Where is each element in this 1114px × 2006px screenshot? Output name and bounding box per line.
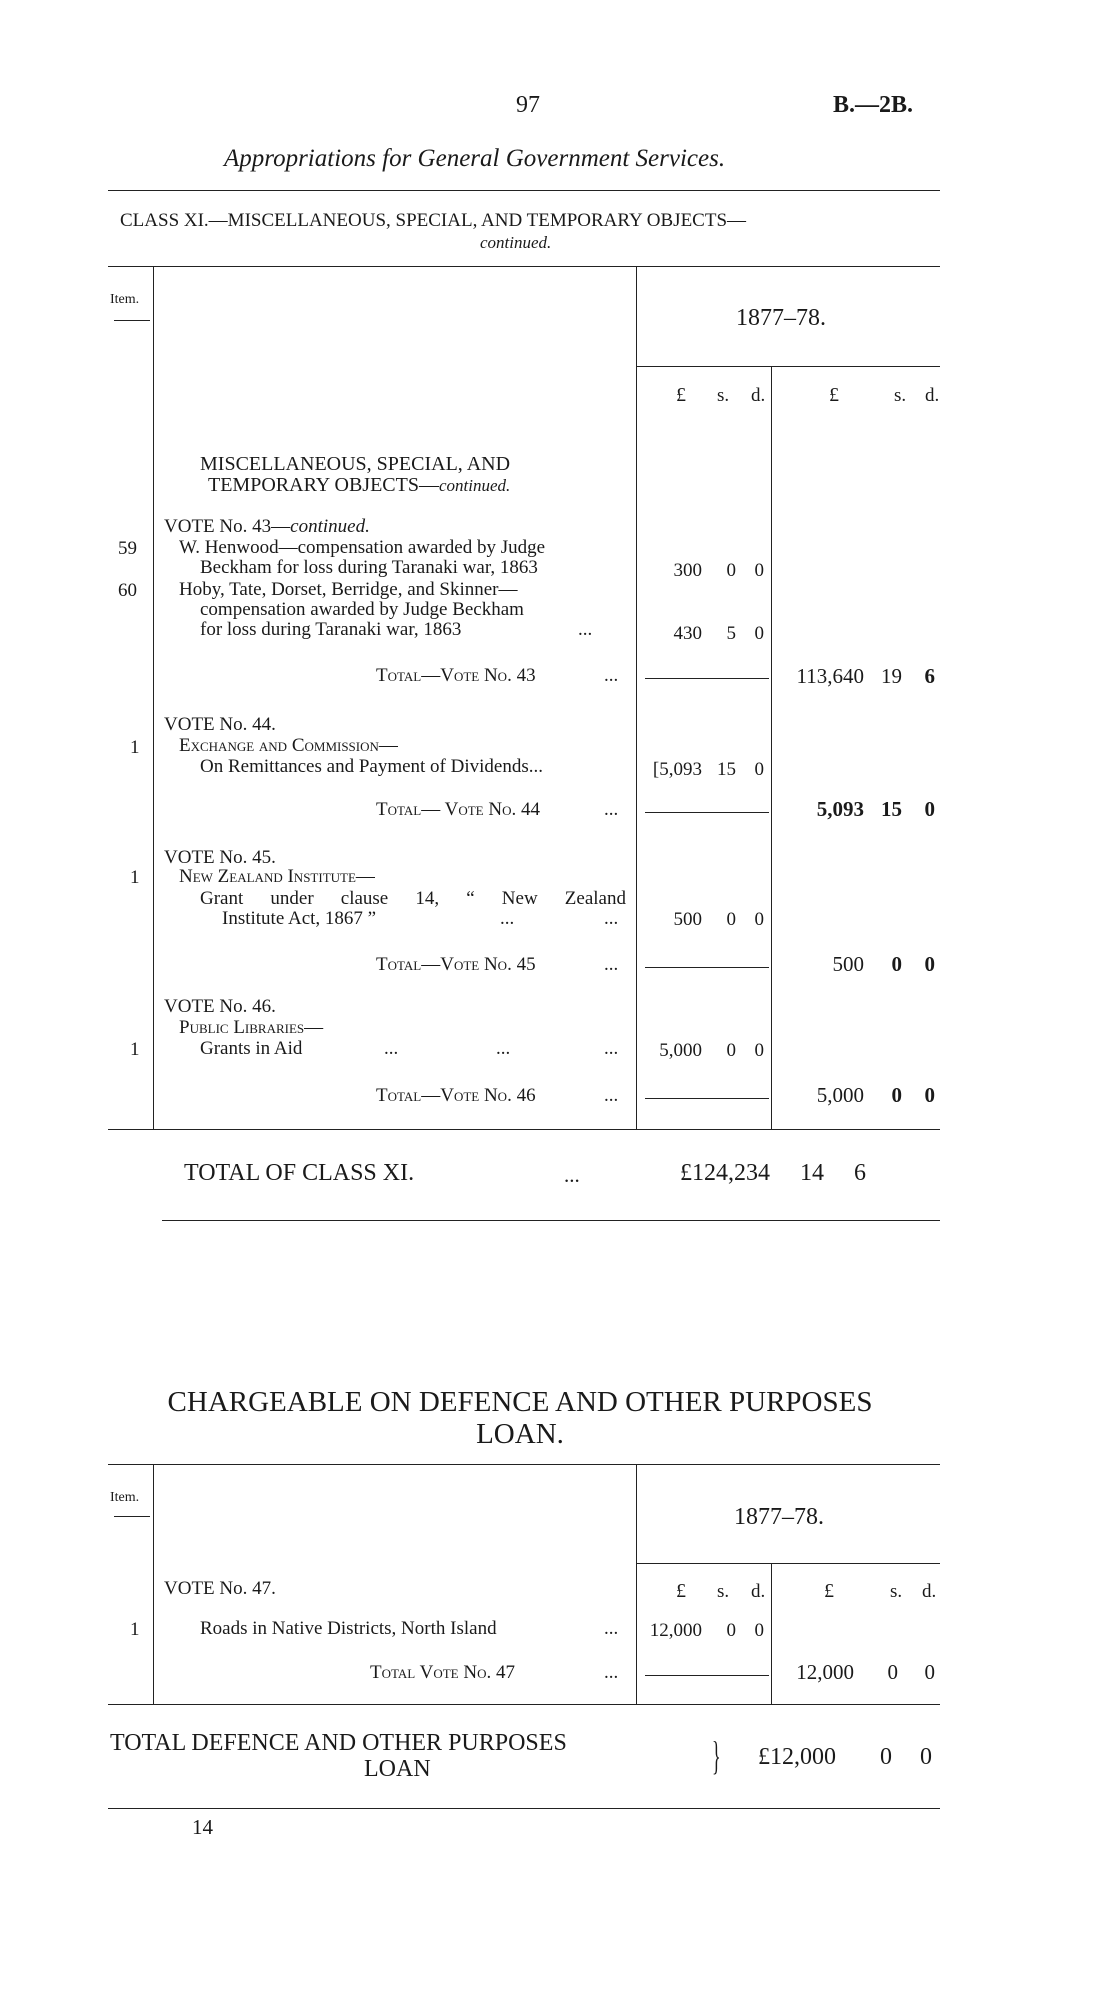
vote-heading-continued: continued. [290,516,370,537]
table-bottom-rule [108,1129,940,1130]
leader-dots: ... [496,1038,511,1059]
item-column-rule [153,1464,154,1704]
amount-pounds: 300 [673,560,702,581]
amount-pence: 0 [754,909,764,930]
shilling-column-label: s. [717,385,730,406]
rule [108,1808,940,1809]
year-header: 1877–78. [736,305,826,331]
item-header-underline [114,1516,150,1517]
subtotal-rule [645,1098,769,1099]
amount-pence: 0 [754,759,764,780]
total-pence: 0 [924,952,935,976]
amount-shillings: 15 [717,759,736,780]
item-number: 59 [118,538,137,559]
loan-total-pence: 0 [920,1744,932,1770]
total-shillings: 0 [891,1083,902,1107]
item-number: 1 [130,867,140,888]
section-title: CHARGEABLE ON DEFENCE AND OTHER PURPOSES [167,1386,873,1418]
shilling-column-label: s. [894,385,907,406]
amount-pence: 0 [754,1040,764,1061]
amount-column-rule [636,266,637,1129]
item-description: Hoby, Tate, Dorset, Berridge, and Skinner— [179,579,518,600]
shilling-column-label: s. [717,1581,730,1602]
leader-dots: ... [604,799,619,820]
pound-column-label: £ [829,384,839,406]
item-description: Roads in Native Districts, North Island [200,1618,497,1639]
amount-shillings: 0 [726,560,736,581]
total-pounds: 5,000 [816,1083,864,1107]
amount-pence: 0 [754,560,764,581]
total-shillings: 19 [881,664,902,688]
total-pounds: 500 [832,952,864,976]
amount-pence: 0 [754,1620,764,1641]
item-subhead: Exchange and Commission— [179,735,398,756]
section-title: LOAN. [476,1418,564,1450]
amount-pence: 0 [754,623,764,644]
leader-dots: ... [578,619,593,640]
total-pence: 6 [924,664,935,688]
group-title: MISCELLANEOUS, SPECIAL, AND [200,453,511,475]
leader-dots: ... [604,908,619,929]
total-shillings: 0 [891,952,902,976]
pound-column-label: £ [676,1580,686,1602]
item-description: On Remittances and Payment of Dividends... [200,756,543,777]
total-shillings: 0 [887,1660,898,1684]
amount-shillings: 5 [726,623,736,644]
class-title-continued: continued. [480,233,552,252]
item-number: 1 [130,737,140,758]
pound-column-label: £ [676,384,686,406]
total-column-rule [771,366,772,1129]
item-description: W. Henwood—compensation awarded by Judge [179,537,546,558]
subtotal-rule [645,1675,769,1676]
item-number: 60 [118,580,137,601]
item-description: Institute Act, 1867 ” [222,908,377,929]
leader-dots: ... [384,1038,399,1059]
leader-dots: ... [604,1618,619,1639]
vote-heading: VOTE No. 46. [164,996,276,1017]
class-total-shillings: 14 [800,1160,824,1186]
amount-pounds: [5,093 [652,759,702,780]
total-pounds: 113,640 [796,664,864,688]
pence-column-label: d. [751,385,766,406]
item-number: 1 [130,1039,140,1060]
item-header-underline [114,320,150,321]
page-title: Appropriations for General Government Services. [224,145,726,172]
total-shillings: 15 [881,797,902,821]
pence-column-label: d. [751,1581,766,1602]
leader-dots: ... [604,954,619,975]
class-total-pounds: £124,234 [680,1160,770,1186]
table-bottom-rule [108,1704,940,1705]
item-subhead: New Zealand Institute— [179,866,375,887]
item-description: Grant under clause 14, “ New Zealand [200,888,626,909]
total-pence: 0 [924,797,935,821]
signature-mark: 14 [192,1815,213,1839]
leader-dots: ... [604,665,619,686]
amount-shillings: 0 [726,1040,736,1061]
leader-dots: ... [604,1085,619,1106]
loan-total-pounds: £12,000 [758,1744,836,1770]
pound-column-label: £ [824,1580,834,1602]
vote-total-label: Total Vote No. 47 [370,1662,515,1683]
item-description: Beckham for loss during Taranaki war, 1863 [200,557,538,578]
item-description: compensation awarded by Judge Beckham [200,599,524,620]
page-number: 97 [516,92,540,118]
leader-dots: ... [564,1163,580,1187]
total-pence: 0 [924,1660,935,1684]
pence-column-label: d. [925,385,940,406]
leader-dots: ... [500,908,515,929]
item-header: Item. [110,1490,140,1505]
item-column-rule [153,266,154,1129]
leader-dots: ... [604,1662,619,1683]
group-title-continued: continued. [438,476,511,495]
loan-total-shillings: 0 [880,1744,892,1770]
amount-pounds: 12,000 [649,1620,702,1641]
vote-total-label: Total—Vote No. 46 [376,1085,536,1106]
vote-heading: VOTE No. 44. [164,714,276,735]
total-pence: 0 [924,1083,935,1107]
rule [162,1220,940,1221]
vote-total-label: Total— Vote No. 44 [376,799,540,820]
table-top-rule [108,266,940,267]
amount-pounds: 5,000 [659,1040,702,1061]
item-number: 1 [130,1619,140,1640]
class-total-label: TOTAL OF CLASS XI. [184,1160,415,1186]
table-top-rule [108,1464,940,1465]
item-description: for loss during Taranaki war, 1863 [200,619,462,640]
pence-column-label: d. [922,1581,937,1602]
shilling-column-label: s. [890,1581,903,1602]
group-title: TEMPORARY OBJECTS— [208,474,439,496]
class-total-pence: 6 [854,1160,866,1186]
total-pounds: 5,093 [816,797,864,821]
amount-pounds: 430 [673,623,702,644]
item-header: Item. [110,292,140,307]
vote-heading: VOTE No. 47. [164,1578,276,1599]
item-description: Grants in Aid [200,1038,303,1059]
vote-total-label: Total—Vote No. 43 [376,665,536,686]
rule [108,190,940,191]
total-column-rule [771,1563,772,1704]
class-title: CLASS XI.—MISCELLANEOUS, SPECIAL, AND TEMPORARY OBJECTS— [120,210,747,231]
amount-pounds: 500 [673,909,702,930]
item-subhead: Public Libraries— [179,1017,324,1038]
amount-shillings: 0 [726,1620,736,1641]
subtotal-rule [645,678,769,679]
amount-column-rule [636,1464,637,1704]
subtotal-rule [645,812,769,813]
leader-dots: ... [604,1038,619,1059]
loan-total-label: TOTAL DEFENCE AND OTHER PURPOSES [110,1730,567,1756]
year-header-rule [636,366,940,367]
vote-heading: VOTE No. 43— [164,516,291,537]
vote-heading: VOTE No. 45. [164,847,276,868]
amount-shillings: 0 [726,909,736,930]
subtotal-rule [645,967,769,968]
loan-total-label: LOAN [364,1756,431,1782]
vote-total-label: Total—Vote No. 45 [376,954,536,975]
brace: } [712,1733,721,1778]
year-header-rule [636,1563,940,1564]
year-header: 1877–78. [734,1504,824,1530]
total-pounds: 12,000 [796,1660,854,1684]
document-reference: B.—2B. [833,92,914,118]
